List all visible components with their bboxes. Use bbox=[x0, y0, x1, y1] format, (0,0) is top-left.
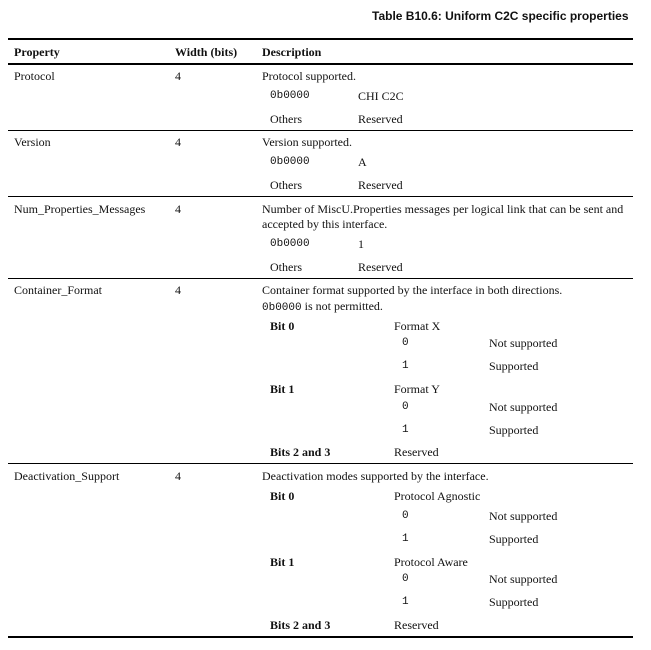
option-meaning: Supported bbox=[489, 532, 539, 546]
option-code: 0 bbox=[402, 401, 409, 413]
bit-label: Bit 1 bbox=[270, 555, 295, 569]
option-meaning: Not supported bbox=[489, 509, 558, 523]
option-code: 1 bbox=[402, 596, 409, 608]
inline-text: is not permitted. bbox=[301, 299, 383, 313]
value-meaning: Reserved bbox=[358, 260, 403, 274]
bit-label: Bit 0 bbox=[270, 489, 295, 503]
row-rule bbox=[8, 463, 633, 464]
option-meaning: Supported bbox=[489, 595, 539, 609]
option-code: 0 bbox=[402, 510, 409, 522]
value-code: 0b0000 bbox=[270, 90, 310, 102]
bit-label: Bit 0 bbox=[270, 319, 295, 333]
value-code: 0b0000 bbox=[270, 238, 310, 250]
bit-name: Protocol Aware bbox=[394, 555, 468, 569]
bit-label: Bits 2 and 3 bbox=[270, 618, 331, 632]
row-property: Protocol bbox=[14, 69, 55, 83]
bit-name: Reserved bbox=[394, 618, 439, 632]
bit-label: Bit 1 bbox=[270, 382, 295, 396]
option-code: 1 bbox=[402, 360, 409, 372]
row-property: Version bbox=[14, 135, 51, 149]
row-rule bbox=[8, 130, 633, 131]
header-description: Description bbox=[262, 45, 322, 59]
inline-code: 0b0000 bbox=[262, 302, 302, 314]
row-rule bbox=[8, 278, 633, 279]
option-code: 1 bbox=[402, 533, 409, 545]
row-description-line2 bbox=[262, 299, 383, 316]
value-code: Others bbox=[270, 112, 302, 126]
row-width: 4 bbox=[175, 135, 181, 149]
header-rule bbox=[8, 63, 633, 65]
value-code: 0b0000 bbox=[270, 156, 310, 168]
bit-name: Reserved bbox=[394, 445, 439, 459]
value-meaning: CHI C2C bbox=[358, 89, 404, 103]
option-meaning: Supported bbox=[489, 359, 539, 373]
row-description: Container format supported by the interface in both directions. bbox=[262, 283, 563, 297]
row-width: 4 bbox=[175, 283, 181, 297]
row-description: Deactivation modes supported by the interface. bbox=[262, 469, 489, 483]
row-description: Protocol supported. bbox=[262, 69, 356, 83]
value-meaning: 1 bbox=[358, 237, 364, 251]
value-code: Others bbox=[270, 260, 302, 274]
row-width: 4 bbox=[175, 69, 181, 83]
table-top-rule bbox=[8, 38, 633, 40]
bit-label: Bits 2 and 3 bbox=[270, 445, 331, 459]
option-meaning: Not supported bbox=[489, 400, 558, 414]
header-property: Property bbox=[14, 45, 60, 59]
option-code: 0 bbox=[402, 337, 409, 349]
row-property: Container_Format bbox=[14, 283, 102, 297]
option-code: 0 bbox=[402, 573, 409, 585]
option-meaning: Supported bbox=[489, 423, 539, 437]
value-meaning: Reserved bbox=[358, 178, 403, 192]
row-description: Number of MiscU.Properties messages per logical link that can be sent and accepted by this interface. bbox=[262, 202, 624, 231]
bit-name: Format Y bbox=[394, 382, 440, 396]
header-width: Width (bits) bbox=[175, 45, 238, 59]
option-meaning: Not supported bbox=[489, 336, 558, 350]
value-code: Others bbox=[270, 178, 302, 192]
table-bottom-rule bbox=[8, 636, 633, 638]
option-code: 1 bbox=[402, 424, 409, 436]
row-description: Version supported. bbox=[262, 135, 352, 149]
option-meaning: Not supported bbox=[489, 572, 558, 586]
row-width: 4 bbox=[175, 202, 181, 216]
value-meaning: Reserved bbox=[358, 112, 403, 126]
bit-name: Format X bbox=[394, 319, 441, 333]
bit-name: Protocol Agnostic bbox=[394, 489, 481, 503]
row-property: Num_Properties_Messages bbox=[14, 202, 146, 216]
row-rule bbox=[8, 196, 633, 197]
row-property: Deactivation_Support bbox=[14, 469, 120, 483]
value-meaning: A bbox=[358, 155, 367, 169]
row-width: 4 bbox=[175, 469, 181, 483]
table-caption: Table B10.6: Uniform C2C specific properties bbox=[372, 9, 629, 23]
